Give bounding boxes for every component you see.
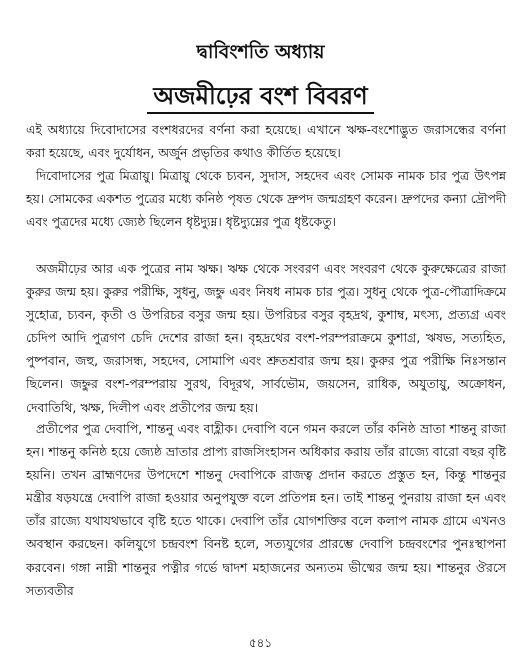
page-number: ৫৪১ xyxy=(248,636,273,650)
paragraph-2: দিবোদাসের পুত্র মিত্রায়ু। মিত্রায়ু থেকে চ্যবন, সুদাস, সহদেব এবং সোমক নামক চার পুত্র উৎপন্ন হয়। সোমকের একশত পুত্রের মধ্যে কনিষ্ঠ পৃষত থেকে দ্রুপদ জন্মগ্রহণ করেন। দ্রুপদের কন্যা দ্রৌপদী এবং পুত্রদের মধ্যে জ্যেষ্ঠ ছিলেন ধৃষ্টদ্যুম্ন। ধৃষ্টদ্যুম্নের পুত্র ধৃষ্টকেতু। xyxy=(26,168,506,230)
title-text: অজমীঢ়ের বংশ বিবরণ xyxy=(147,82,373,114)
paragraph-3: অজমীঢ়ের আর এক পুত্রের নাম ঋক্ষ। ঋক্ষ থেকে সংবরণ এবং সংবরণ থেকে কুরুক্ষেত্রের রাজা কুরুর জন্ম হয়। কুরুর পরীক্ষি, সুধনু, জহ্নু এবং নিষধ নামক চার পুত্র। সুধনু থেকে পুত্র-পৌত্রাদিক্রমে সুহোত্র, চ্যবন, কৃতী ও উপরিচর বসুর জন্ম হয়। উপরিচর বসুর বৃহদ্রথ, কুশাম্ব, মৎস্য, প্রত্যগ্র এবং চেদিপ আদি পুত্রগণ চেদি দেশের রাজা হন। বৃহদ্রথের বংশ-পরম্পরাক্রমে কুশাগ্র, ঋষভ, সত্যহিত, পুষ্পবান, জহু, জরাসন্ধ, সহদেব, সোমাপি এবং শ্রুতশ্রবার জন্ম হয়। কুরুর পুত্র পরীক্ষি নিঃসন্তান ছিলেন। জহ্নুর বংশ-পরম্পরায় সুরথ, বিদূরথ, সার্বভৌম, জয়সেন, রাধিক, অযুতায়ু, অক্রোধন, দেবাতিথি, ঋক্ষ, দিলীপ এবং প্রতীপের জন্ম হয়। xyxy=(26,261,506,415)
chapter-heading: দ্বাবিংশতি অধ্যায় xyxy=(196,41,325,63)
paragraph-4: প্রতীপের পুত্র দেবাপি, শান্তনু এবং বাহ্লীক। দেবাপি বনে গমন করলে তাঁর কনিষ্ঠ ভ্রাতা শান্তনু রাজা হন। শান্তনু কনিষ্ঠ হয়ে জ্যেষ্ঠ ভ্রাতার প্রাপ্য রাজসিংহাসন অধিকার করায় তাঁর রাজ্যে বারো বছর বৃষ্টি হয়নি। তখন ব্রাহ্মণদের উপদেশে শান্তনু দেবাপিকে রাজত্ব প্রদান করতে প্রস্তুত হন, কিন্তু শান্তনুর মন্ত্রীর ষড়যন্ত্রে দেবাপি রাজা হওয়ার অনুপযুক্ত বলে প্রতিপন্ন হন। তাই শান্তনু পুনরায় রাজা হন এবং তাঁর রাজ্যে যথাযথভাবে বৃষ্টি হতে থাকে। দেবাপি তাঁর যোগশক্তির বলে কলাপ নামক গ্রামে এখনও অবস্থান করছেন। কলিযুগে চন্দ্রবংশ বিনষ্ট হলে, সত্যযুগের প্রারম্ভে দেবাপি চন্দ্রবংশের পুনঃস্থাপনা করবেন। গঙ্গা নাম্নী শান্তনুর পত্নীর গর্ভে দ্বাদশ মহাজনের অন্যতম ভীষ্মের জন্ম হয়। শান্তনুর ঔরসে সত্যবতীর xyxy=(26,421,506,598)
paragraph-1: এই অধ্যায়ে দিবোদাসের বংশধরদের বর্ণনা করা হয়েছে। এখানে ঋক্ষ-বংশোদ্ভুত জরাসন্ধের বর্ণনা করা হয়েছে, এবং দুর্যোধন, অর্জুন প্রভৃতির কথাও কীর্তিত হয়েছে। xyxy=(26,122,506,161)
page-title xyxy=(0,78,521,118)
